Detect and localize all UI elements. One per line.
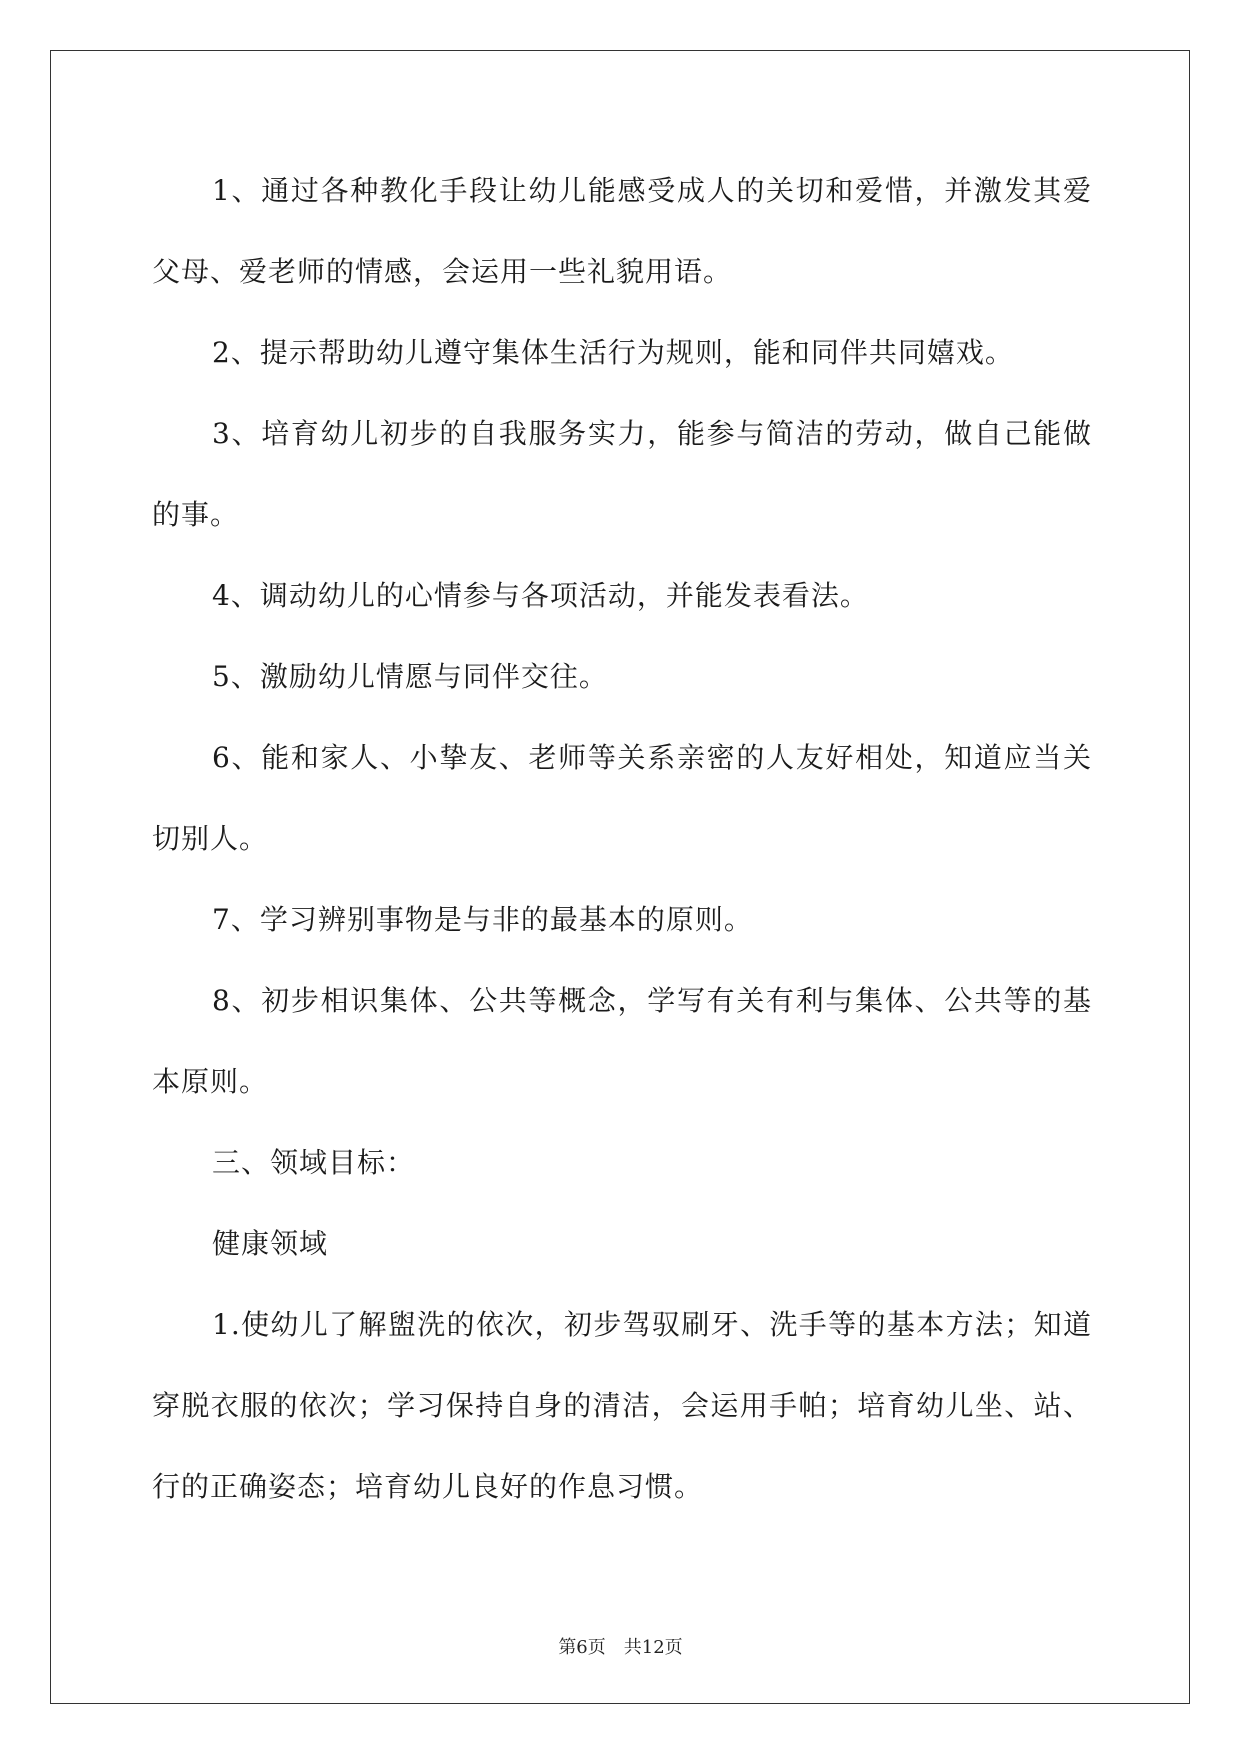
section-heading: 三、领域目标： <box>212 1146 416 1179</box>
paragraph: 2、提示帮助幼儿遵守集体生活行为规则，能和同伴共同嬉戏。 <box>212 336 1014 369</box>
paragraph: 3、培育幼儿初步的自我服务实力，能参与简洁的劳动，做自己能做的事。 <box>152 417 1092 531</box>
paragraph: 1、通过各种教化手段让幼儿能感受成人的关切和爱惜，并激发其爱父母、爱老师的情感，会运用一些礼貌用语。 <box>152 174 1092 288</box>
paragraph: 7、学习辨别事物是与非的最基本的原则。 <box>212 903 753 936</box>
page-number: 第6页 <box>558 1637 606 1658</box>
page-total: 共12页 <box>623 1637 683 1658</box>
paragraph: 5、激励幼儿情愿与同伴交往。 <box>212 660 608 693</box>
page-footer <box>0 1633 1241 1659</box>
paragraph: 4、调动幼儿的心情参与各项活动，并能发表看法。 <box>212 579 869 612</box>
paragraph: 1.使幼儿了解盥洗的依次，初步驾驭刷牙、洗手等的基本方法；知道穿脱衣服的依次；学习保持自身的清洁，会运用手帕；培育幼儿坐、站、行的正确姿态；培育幼儿良好的作息习惯。 <box>152 1308 1092 1503</box>
paragraph: 8、初步相识集体、公共等概念，学写有关有利与集体、公共等的基本原则。 <box>152 984 1092 1098</box>
paragraph: 6、能和家人、小挚友、老师等关系亲密的人友好相处，知道应当关切别人。 <box>152 741 1092 855</box>
subsection-heading: 健康领域 <box>212 1227 329 1260</box>
document-body <box>152 150 1092 1527</box>
